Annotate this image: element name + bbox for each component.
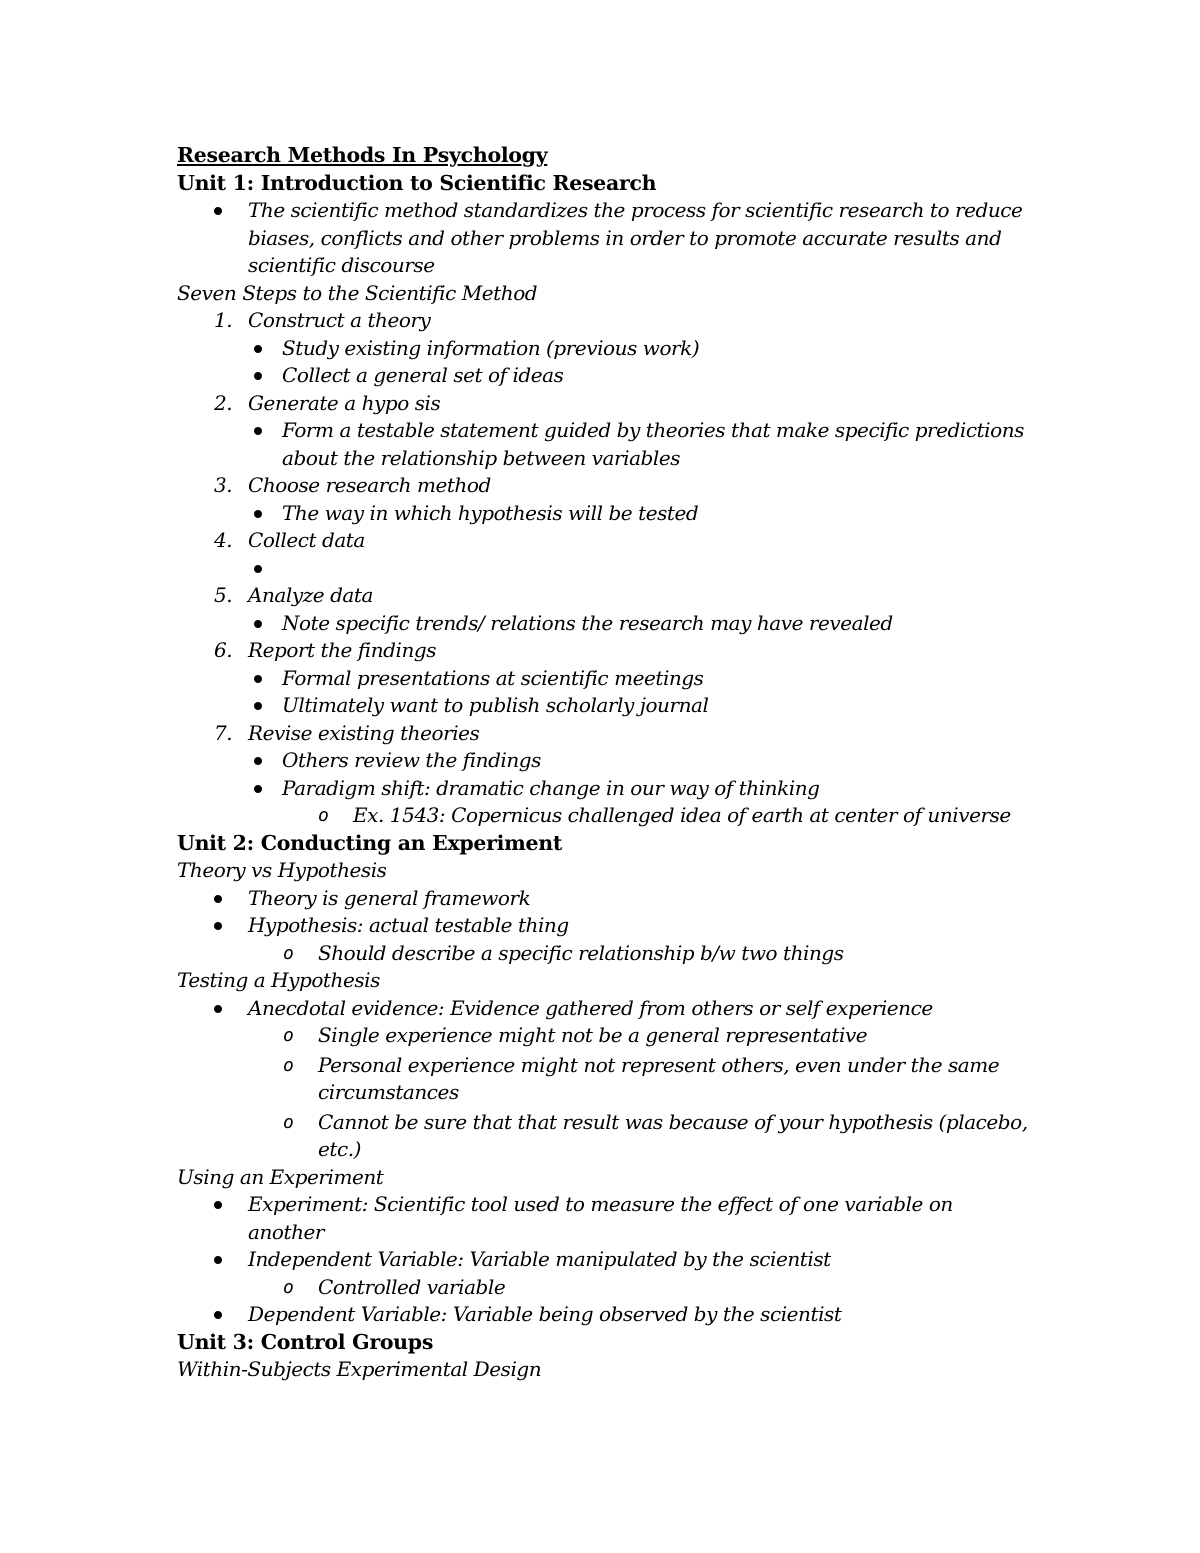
step-item: 6. Report the findings xyxy=(214,638,437,662)
sub-list-item-continuation: circumstances xyxy=(318,1080,459,1104)
sub-list-item: o Personal experience might not represent others, even under the same xyxy=(177,1052,1037,1080)
bullet-icon xyxy=(254,345,262,353)
bullet-icon xyxy=(214,1311,222,1319)
list-item-continuation: about the relationship between variables xyxy=(282,445,681,470)
section-title: Within-Subjects Experimental Design xyxy=(177,1357,542,1381)
list-item: Hypothesis: actual testable thing xyxy=(177,912,1037,940)
circle-bullet-icon: o xyxy=(318,805,329,826)
list-item: Form a testable statement guided by theories that make specific predictions xyxy=(177,417,1037,445)
document-body xyxy=(177,142,1037,1384)
bullet-icon xyxy=(214,1005,222,1013)
bullet-icon xyxy=(254,757,262,765)
section-title: Seven Steps to the Scientific Method xyxy=(177,280,538,305)
section-title: Theory vs Hypothesis xyxy=(177,858,387,882)
step-item: 3. Choose research method xyxy=(214,473,491,497)
unit-2-heading: Unit 2: Conducting an Experiment xyxy=(177,830,563,855)
list-item: Study existing information (previous work) xyxy=(177,335,1037,363)
sub-list-item: o Single experience might not be a general representative xyxy=(177,1022,1037,1050)
step-item: 4. Collect data xyxy=(214,528,365,552)
step-item: 5. Analyze data xyxy=(214,583,373,607)
bullet-icon xyxy=(254,372,262,380)
circle-bullet-icon: o xyxy=(283,1111,294,1133)
bullet-icon xyxy=(254,565,262,573)
bullet-icon xyxy=(214,922,222,930)
sub-list-item: o Controlled variable xyxy=(177,1274,1037,1302)
list-item: Paradigm shift: dramatic change in our way of thinking xyxy=(177,775,1037,803)
sub-list-item: o Ex. 1543: Copernicus challenged idea of earth at center of universe xyxy=(177,802,1037,830)
list-item-empty xyxy=(177,555,1037,583)
sub-list-item: o Cannot be sure that that result was because of your hypothesis (placebo, xyxy=(177,1109,1037,1137)
bullet-icon xyxy=(214,895,222,903)
bullet-icon xyxy=(254,620,262,628)
list-item: Experiment: Scientific tool used to measure the effect of one variable on xyxy=(177,1191,1037,1219)
list-item: Independent Variable: Variable manipulated by the scientist xyxy=(177,1246,1037,1274)
list-item: Ultimately want to publish scholarly journal xyxy=(177,692,1037,720)
sub-list-item: o Should describe a specific relationship b/w two things xyxy=(177,940,1037,968)
bullet-icon xyxy=(214,207,222,215)
list-item-continuation: another xyxy=(248,1219,325,1244)
list-item-continuation: scientific discourse xyxy=(248,253,435,277)
bullet-icon xyxy=(214,1256,222,1264)
circle-bullet-icon: o xyxy=(283,1276,294,1298)
sub-list-item-continuation: etc.) xyxy=(318,1137,361,1161)
bullet-icon xyxy=(254,785,262,793)
list-item: Collect a general set of ideas xyxy=(177,362,1037,390)
list-item: Theory is general framework xyxy=(177,885,1037,913)
circle-bullet-icon: o xyxy=(283,942,294,964)
page-title: Research Methods In Psychology xyxy=(177,143,548,167)
circle-bullet-icon: o xyxy=(283,1025,294,1046)
unit-1-heading: Unit 1: Introduction to Scientific Research xyxy=(177,170,657,195)
list-item: Others review the findings xyxy=(177,747,1037,775)
step-item: 1. Construct a theory xyxy=(214,308,431,332)
list-item: The way in which hypothesis will be tested xyxy=(177,500,1037,528)
bullet-icon xyxy=(254,427,262,435)
list-item-continuation: biases, conflicts and other problems in order to promote accurate results and xyxy=(248,225,1002,250)
list-item: Dependent Variable: Variable being observed by the scientist xyxy=(177,1301,1037,1329)
step-item: 2. Generate a hypo sis xyxy=(214,390,441,415)
bullet-icon xyxy=(254,675,262,683)
bullet-icon xyxy=(214,1201,222,1209)
circle-bullet-icon: o xyxy=(283,1054,294,1076)
list-item: Anecdotal evidence: Evidence gathered from others or self experience xyxy=(177,995,1037,1023)
list-item: Formal presentations at scientific meetings xyxy=(177,665,1037,693)
section-title: Using an Experiment xyxy=(177,1164,384,1189)
list-item: Note specific trends/ relations the research may have revealed xyxy=(177,610,1037,638)
list-item: The scientific method standardizes the process for scientific research to reduce xyxy=(177,197,1037,225)
bullet-icon xyxy=(254,510,262,518)
step-item: 7. Revise existing theories xyxy=(214,720,480,745)
bullet-icon xyxy=(254,702,262,710)
unit-3-heading: Unit 3: Control Groups xyxy=(177,1329,434,1354)
section-title: Testing a Hypothesis xyxy=(177,968,380,992)
